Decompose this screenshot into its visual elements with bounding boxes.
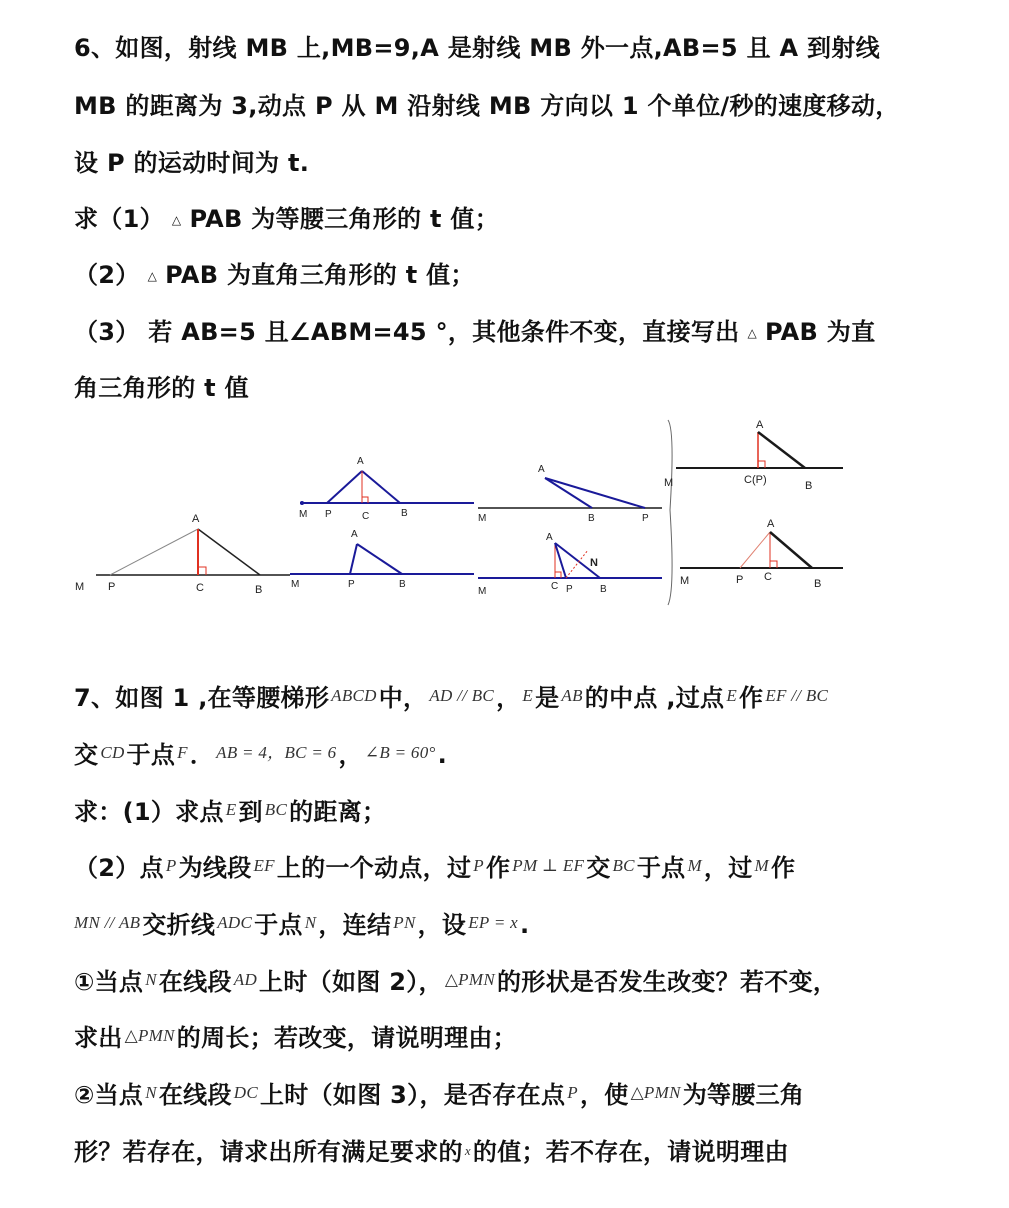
q2-suffix: PAB 为直角三角形的 t 值； <box>165 261 475 289</box>
label-B: B <box>805 480 813 492</box>
q1-prefix: 求（1） <box>74 205 164 233</box>
math-AD-parallel-BC: AD // BC <box>429 686 495 705</box>
p7-l2-text-b: 于点 <box>126 741 176 769</box>
p7-l3-text-b: 到 <box>238 798 263 826</box>
p7-l1-text-f: 作 <box>739 684 764 712</box>
q3-cont-text: 角三角形的 t 值 <box>74 374 249 402</box>
p7-l1-text-d: 是 <box>535 684 560 712</box>
p7-l5-text-c: ，连结 <box>318 911 392 939</box>
p7-l7-text-a: 求出 <box>74 1024 123 1052</box>
problem7-line3 <box>74 792 969 827</box>
math-PM-perp-EF: PM ⊥ EF <box>512 856 585 875</box>
triangle-icon: △ <box>171 213 182 227</box>
label-C-P: C(P) <box>744 474 767 486</box>
label-A: A <box>357 456 364 467</box>
math-AB: AB <box>561 686 583 705</box>
label-N: N <box>590 557 598 569</box>
label-B: B <box>600 584 607 595</box>
problem7-line8 <box>74 1075 969 1110</box>
math-AD: AD <box>233 970 258 989</box>
p7-l1-text-b: 中， <box>378 684 428 712</box>
label-A: A <box>351 529 358 540</box>
problem7-line6 <box>74 962 969 997</box>
problem7-line1 <box>74 678 969 713</box>
label-B: B <box>401 508 408 519</box>
problem6-question1 <box>74 199 969 234</box>
math-E: E <box>726 686 738 705</box>
math-N: N <box>304 913 317 932</box>
problem6-question2 <box>74 255 969 290</box>
p7-l4-text-d: 作 <box>485 854 511 882</box>
p7-l3-text-c: 的距离； <box>289 798 387 826</box>
problem7-line2 <box>74 735 969 770</box>
problem7-line9 <box>74 1132 969 1167</box>
triangle-icon: △ <box>747 326 757 340</box>
math-DC: DC <box>233 1083 258 1102</box>
problem6-question3 <box>74 312 969 347</box>
math-P: P <box>567 1083 578 1102</box>
problem6-line3-text: 设 P 的运动时间为 t. <box>74 149 310 177</box>
problem6-line3 <box>74 143 969 178</box>
label-M: M <box>75 581 85 593</box>
p7-l4-text-b: 为线段 <box>178 854 252 882</box>
label-B: B <box>588 513 595 524</box>
math-F: F <box>177 743 188 762</box>
math-ABCD: ABCD <box>331 686 377 705</box>
math-EF-parallel-BC: EF // BC <box>765 686 829 705</box>
p7-l8-text-a: ②当点 <box>74 1081 144 1109</box>
p7-l4-text-a: （2）点 <box>74 854 164 882</box>
math-EF: EF <box>253 856 275 875</box>
figure-panel-3-bottom <box>478 532 662 597</box>
p7-l2-text-d: ， <box>338 741 363 769</box>
p7-l9-text-b: 的值；若不存在，请说明理由 <box>472 1138 789 1166</box>
label-A: A <box>756 419 764 431</box>
problem6-question3-cont <box>74 368 969 403</box>
label-A: A <box>538 464 545 475</box>
q2-prefix: （2） <box>74 261 140 289</box>
p7-l8-text-b: 在线段 <box>158 1081 232 1109</box>
math-M: M <box>754 856 769 875</box>
problem6-line2-text: MB 的距离为 3,动点 P 从 M 沿射线 MB 方向以 1 个单位/秒的速度移动， <box>74 92 900 120</box>
math-E: E <box>522 686 534 705</box>
label-C: C <box>362 511 370 522</box>
p7-l6-text-d: 的形状是否发生改变？若不变， <box>496 968 838 996</box>
label-P: P <box>325 509 332 520</box>
problem6-line1 <box>74 28 969 63</box>
p7-l4-text-h: 作 <box>770 854 796 882</box>
p7-l4-text-f: 于点 <box>636 854 686 882</box>
math-angle-B: ∠B = 60° <box>364 743 436 762</box>
label-P: P <box>566 584 573 595</box>
math-ADC: ADC <box>217 913 253 932</box>
problem6-figures <box>0 410 1009 640</box>
triangle-icon: △ <box>147 269 158 283</box>
p7-l1-text-a: 7、如图 1 ,在等腰梯形 <box>74 684 330 712</box>
label-C: C <box>551 581 559 592</box>
p7-l7-text-b: 的周长；若改变，请说明理由； <box>176 1024 517 1052</box>
label-A: A <box>546 532 553 543</box>
figure-panel-3-top <box>478 464 662 524</box>
p7-l2-text-a: 交 <box>74 741 99 769</box>
p7-l6-text-b: 在线段 <box>158 968 232 996</box>
math-BC: BC <box>264 800 288 819</box>
problem6-line1-text: 6、如图，射线 MB 上,MB=9,A 是射线 MB 外一点,AB=5 且 A 到射线 <box>74 34 880 62</box>
label-M: M <box>478 513 487 524</box>
label-B: B <box>255 584 263 596</box>
p7-l6-text-c: 上时（如图 2）， <box>259 968 443 996</box>
label-C: C <box>196 582 204 594</box>
p7-l4-text-c: 上的一个动点，过 <box>276 854 472 882</box>
q1-suffix: PAB 为等腰三角形的 t 值； <box>189 205 500 233</box>
math-P: P <box>473 856 484 875</box>
label-M: M <box>299 509 308 520</box>
math-M: M <box>687 856 702 875</box>
label-A: A <box>767 518 775 530</box>
math-x: x <box>464 1143 471 1158</box>
problem7-line7 <box>74 1018 969 1053</box>
figure-panel-2-top <box>299 456 474 522</box>
math-triangle-PMN: △PMN <box>630 1083 681 1102</box>
p7-l3-text-a: 求：(1）求点 <box>74 798 224 826</box>
p7-l5-text-e: . <box>520 911 530 939</box>
p7-l1-text-c: ， <box>496 684 521 712</box>
p7-l2-text-c: ． <box>189 741 215 769</box>
label-P: P <box>642 513 649 524</box>
bracket-divider <box>668 420 672 605</box>
label-P: P <box>108 581 116 593</box>
label-M: M <box>291 579 300 590</box>
label-M: M <box>680 575 690 587</box>
p7-l8-text-e: 为等腰三角 <box>682 1081 805 1109</box>
math-AB-BC-values: AB = 4，BC = 6 <box>216 743 337 762</box>
p7-l4-text-e: 交 <box>586 854 611 882</box>
q3-prefix: （3） 若 AB=5 且∠ABM=45 °，其他条件不变，直接写出 <box>74 318 740 346</box>
p7-l5-text-b: 于点 <box>254 911 303 939</box>
math-MN-parallel-AB: MN // AB <box>74 913 141 932</box>
p7-l6-text-a: ①当点 <box>74 968 144 996</box>
label-M: M <box>664 477 674 489</box>
figure-panel-2-bottom <box>290 529 474 590</box>
label-C: C <box>764 571 772 583</box>
math-CD: CD <box>100 743 125 762</box>
math-PN: PN <box>393 913 416 932</box>
p7-l9-text-a: 形？若存在，请求出所有满足要求的 <box>74 1138 463 1166</box>
p7-l8-text-d: ，使 <box>579 1081 629 1109</box>
label-A: A <box>192 513 200 525</box>
p7-l5-text-d: ，设 <box>417 911 467 939</box>
label-P: P <box>736 574 744 586</box>
figure-panel-4-bottom <box>680 518 843 590</box>
math-BC: BC <box>612 856 635 875</box>
math-E: E <box>225 800 237 819</box>
p7-l4-text-g: ，过 <box>703 854 753 882</box>
label-P: P <box>348 579 355 590</box>
problem6-line2 <box>74 86 969 121</box>
math-N: N <box>145 970 157 989</box>
problem7-line5 <box>74 905 969 940</box>
math-N: N <box>145 1083 157 1102</box>
label-B: B <box>399 579 406 590</box>
figure-panel-4-top <box>664 419 843 492</box>
p7-l5-text-a: 交折线 <box>142 911 216 939</box>
p7-l2-text-e: . <box>437 741 448 769</box>
q3-suffix: PAB 为直 <box>765 318 876 346</box>
figure-panel-1 <box>75 513 290 596</box>
p7-l1-text-e: 的中点 ,过点 <box>584 684 725 712</box>
math-EP-equals-x: EP = x <box>468 913 518 932</box>
label-M: M <box>478 586 487 597</box>
p7-l8-text-c: 上时（如图 3），是否存在点 <box>260 1081 566 1109</box>
math-triangle-PMN: △PMN <box>124 1026 175 1045</box>
math-P: P <box>165 856 177 875</box>
math-triangle-PMN: △PMN <box>444 970 495 989</box>
problem7-line4 <box>74 848 969 883</box>
label-B: B <box>814 578 822 590</box>
